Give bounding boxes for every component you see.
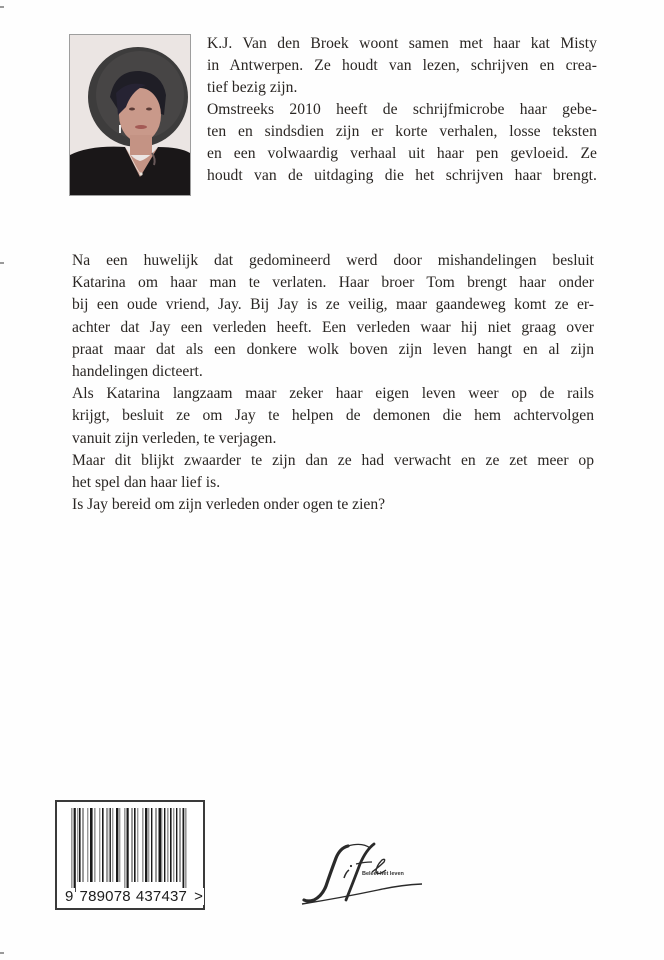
publisher-logo bbox=[300, 840, 430, 910]
isbn-digits bbox=[64, 888, 204, 905]
blurb-line: het spel dan haar lief is. bbox=[72, 474, 221, 492]
portrait-illustration bbox=[70, 35, 190, 195]
blurb-line: Is Jay bereid om zijn verleden onder ogen te zien? bbox=[72, 496, 386, 514]
bio-line: en een volwaardig verhaal uit haar pen gevloeid. Ze bbox=[207, 145, 597, 162]
bio-line: in Antwerpen. Ze houdt van lezen, schrijven en crea- bbox=[207, 57, 597, 74]
author-photo bbox=[69, 34, 191, 196]
barcode-bars-icon bbox=[71, 808, 187, 892]
blurb-line: praat maar dat als een donkere wolk boven zijn leven hangt en al zijn bbox=[72, 340, 594, 358]
blurb-line: krijgt, besluit ze om Jay te helpen de demonen die hem achtervolgen bbox=[72, 407, 594, 425]
isbn-lead-digit: 9 bbox=[65, 888, 74, 905]
author-bio bbox=[207, 33, 597, 187]
crop-mark bbox=[0, 6, 4, 8]
blurb-line: Als Katarina langzaam maar zeker haar eigen leven weer op de rails bbox=[72, 385, 594, 403]
blurb-line: Na een huwelijk dat gedomineerd werd door mishandelingen besluit bbox=[72, 252, 594, 269]
crop-mark bbox=[0, 952, 4, 954]
blurb-line: achter dat Jay een verleden heeft. Een verleden waar hij niet graag over bbox=[72, 318, 594, 336]
book-blurb bbox=[72, 250, 594, 516]
bio-line: Omstreeks 2010 heeft de schrijfmicrobe haar gebe- bbox=[207, 101, 597, 118]
bio-line: tief bezig zijn. bbox=[207, 79, 298, 96]
publisher-tagline: Beleef het leven bbox=[362, 871, 404, 877]
isbn-barcode bbox=[55, 800, 205, 910]
blurb-line: bij een oude vriend, Jay. Bij Jay is ze veilig, maar gaandeweg komt ze er- bbox=[72, 296, 594, 314]
bio-line: houdt van de uitdaging die het schrijven haar brengt. bbox=[207, 167, 597, 184]
blurb-line: Katarina om haar man te verlaten. Haar broer Tom brengt haar onder bbox=[72, 274, 594, 292]
crop-mark bbox=[0, 262, 4, 264]
isbn-group-1: 789078 bbox=[79, 888, 131, 905]
bio-line: ten en sindsdien zijn er korte verhalen, losse teksten bbox=[207, 123, 597, 140]
blurb-line: Maar dit blijkt zwaarder te zijn dan ze had verwacht en ze zet meer op bbox=[72, 451, 594, 469]
bio-line: K.J. Van den Broek woont samen met haar kat Misty bbox=[207, 35, 597, 52]
isbn-group-2: 437437 bbox=[135, 888, 188, 905]
quiet-zone-arrow-icon: > bbox=[194, 888, 204, 905]
blurb-line: handelingen dicteert. bbox=[72, 363, 203, 381]
blurb-line: vanuit zijn verleden, te verjagen. bbox=[72, 429, 277, 447]
